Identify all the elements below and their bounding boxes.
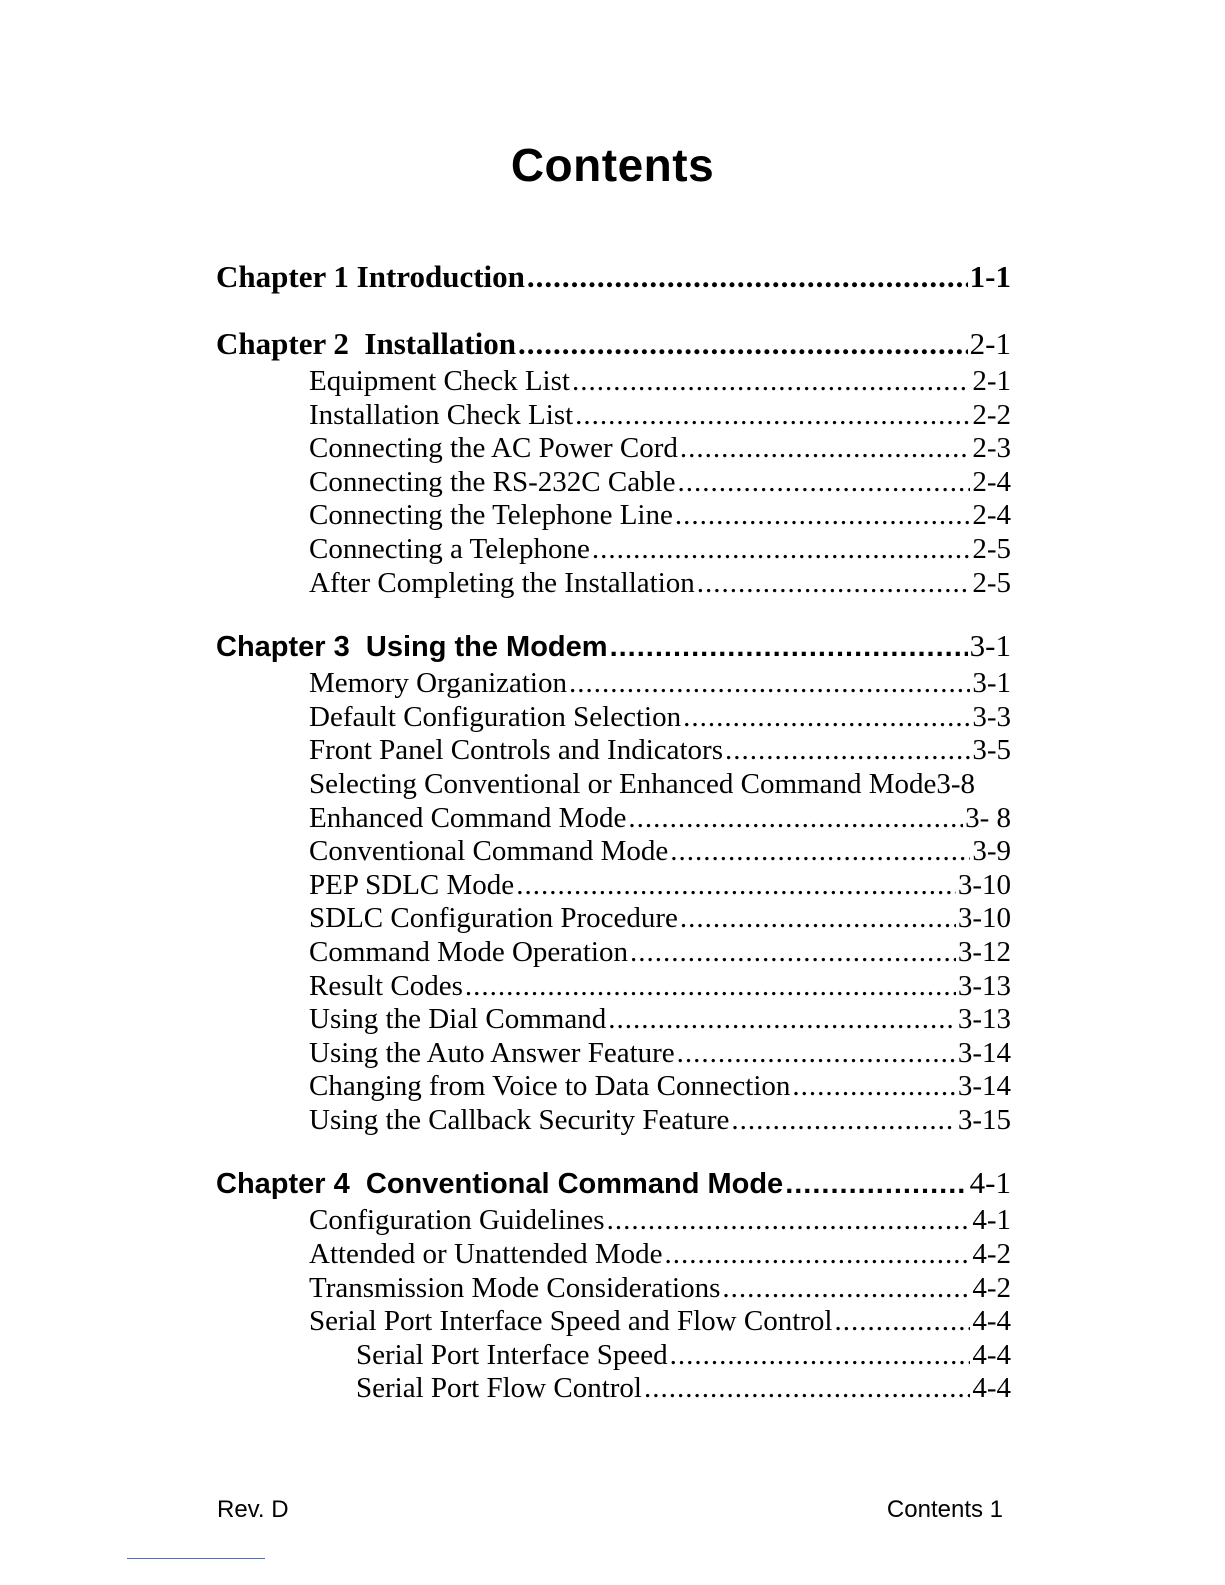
chapter-heading[interactable] [216,256,1011,298]
chapter-number: Chapter 4 [216,1168,350,1201]
entry-page: 3-13 [957,969,1011,1002]
chapter-3-section [216,625,1011,1137]
chapter-page: 4-1 [969,1165,1011,1201]
toc-entry[interactable] [216,533,1011,567]
entry-title: Configuration Guidelines [309,1204,605,1237]
dot-leader [725,734,970,768]
entry-title: Connecting the AC Power Cord [309,432,678,465]
page-title: Contents [510,139,715,191]
dot-leader [630,936,956,970]
toc-entry[interactable] [216,734,1011,768]
toc-subentry[interactable] [216,1339,1011,1373]
bottom-rule [127,1558,265,1559]
entry-page: 3-14 [957,1070,1011,1103]
chapter-page: 2-1 [969,326,1011,361]
entry-title: Result Codes [309,969,463,1002]
dot-leader [575,399,970,433]
entry-title: Serial Port Interface Speed and Flow Control [309,1305,833,1338]
footer-revision: Rev. D [217,1496,289,1523]
entry-title: Equipment Check List [309,365,570,397]
chapter-title: Using the Modem [365,631,608,664]
toc-entry[interactable] [216,1037,1011,1071]
dot-leader [785,1163,967,1205]
dot-leader [518,323,968,365]
dot-leader [683,701,970,735]
toc-entry[interactable] [216,902,1011,936]
dot-leader [835,1305,971,1339]
entry-page: 3-10 [957,902,1011,935]
dot-leader [572,365,970,399]
toc-subentry[interactable] [216,1372,1011,1406]
entry-title: Front Panel Controls and Indicators [309,734,724,767]
dot-leader [670,835,970,869]
entry-page: 3-10 [957,868,1011,901]
chapter-page: 1-1 [969,259,1011,294]
toc-entry[interactable] [216,869,1011,903]
entry-page: 3-1 [972,667,1011,700]
chapter-heading[interactable] [216,625,1011,667]
toc-entry[interactable] [216,1238,1011,1272]
toc-entry[interactable] [216,768,1011,802]
entry-title: Conventional Command Mode [309,835,669,868]
entry-page: 4-1 [972,1204,1011,1237]
toc-entry[interactable] [216,1305,1011,1339]
entry-page: 3-9 [972,835,1011,868]
toc-entry[interactable] [216,936,1011,970]
toc-entry[interactable] [216,667,1011,701]
entry-page: 2-3 [972,432,1011,465]
dot-leader [680,902,956,936]
dot-leader [527,256,968,298]
toc-entry[interactable] [216,1003,1011,1037]
toc-entry[interactable] [216,701,1011,735]
entry-title: Transmission Mode Considerations [309,1271,721,1304]
dot-leader [607,1204,971,1238]
dot-leader [697,567,971,601]
toc-entry[interactable] [216,1204,1011,1238]
toc-entry[interactable] [216,1104,1011,1138]
chapter-title: Installation [364,326,517,361]
chapter-heading[interactable] [216,323,1011,365]
chapter-2-section [216,323,1011,600]
entry-page: 3-12 [957,935,1011,968]
entry-title: Selecting Conventional or Enhanced Command Mode3-8 [309,767,976,800]
entry-title: SDLC Configuration Procedure [309,902,678,935]
toc-entry[interactable] [216,365,1011,399]
entry-page: 4-4 [972,1338,1011,1371]
entry-page: 3-14 [957,1036,1011,1069]
dot-leader [628,802,963,836]
entry-page: 3-5 [972,734,1011,767]
dot-leader [680,432,970,466]
dot-leader [675,499,970,533]
entry-title: After Completing the Installation [309,566,695,599]
dot-leader [670,1339,971,1373]
toc-entry[interactable] [216,399,1011,433]
dot-leader [665,1238,971,1272]
dot-leader [677,1037,956,1071]
entry-page: 4-4 [972,1305,1011,1338]
entry-title: Command Mode Operation [309,935,628,968]
chapter-1-section [216,256,1011,298]
dot-leader [678,466,971,500]
dot-leader [569,667,970,701]
entry-title: Enhanced Command Mode [309,801,627,834]
table-of-contents [216,256,1011,1431]
entry-page: 3-3 [972,700,1011,733]
dot-leader [792,1070,955,1104]
dot-leader [516,869,956,903]
entry-page: 2-1 [972,365,1011,397]
entry-title: Serial Port Interface Speed [356,1338,668,1371]
dot-leader [592,533,970,567]
toc-entry[interactable] [216,802,1011,836]
entry-title: Using the Auto Answer Feature [309,1036,675,1069]
chapter-4-section [216,1162,1011,1406]
entry-page: 3-13 [957,1003,1011,1036]
entry-title: Installation Check List [309,398,574,431]
entry-page: 3-15 [957,1103,1011,1136]
dot-leader [644,1372,970,1406]
dot-leader [465,970,956,1004]
chapter-number: Chapter 1 [216,259,349,294]
entry-title: Serial Port Flow Control [356,1372,642,1405]
chapter-title: Conventional Command Mode [365,1168,784,1201]
entry-page: 2-2 [972,398,1011,431]
toc-entry[interactable] [216,567,1011,601]
toc-entry[interactable] [216,499,1011,533]
chapter-page: 3-1 [969,628,1011,664]
entry-page: 2-4 [972,465,1011,498]
entry-page: 2-5 [972,532,1011,565]
entry-page: 4-2 [972,1271,1011,1304]
entry-page: 4-4 [972,1372,1011,1405]
chapter-heading[interactable] [216,1162,1011,1204]
toc-entry[interactable] [216,1070,1011,1104]
entry-page: 3- 8 [965,801,1011,834]
dot-leader [722,1272,970,1306]
entry-title: Attended or Unattended Mode [309,1238,663,1271]
footer-page-label: Contents 1 [886,1496,1003,1523]
toc-entry[interactable] [216,835,1011,869]
entry-page: 4-2 [972,1238,1011,1271]
toc-entry[interactable] [216,432,1011,466]
chapter-number: Chapter 2 [216,326,349,361]
entry-title: PEP SDLC Mode [309,868,515,901]
dot-leader [608,1003,956,1037]
entry-title: Connecting a Telephone [309,532,590,565]
entry-title: Using the Dial Command [309,1003,607,1036]
dot-leader [610,626,968,668]
entry-page: 2-4 [972,499,1011,532]
entry-page: 2-5 [972,566,1011,599]
chapter-title: Introduction [356,259,525,294]
toc-entry[interactable] [216,1272,1011,1306]
dot-leader [731,1104,955,1138]
toc-entry[interactable] [216,970,1011,1004]
entry-title: Connecting the Telephone Line [309,499,673,532]
entry-title: Changing from Voice to Data Connection [309,1070,791,1103]
entry-title: Connecting the RS-232C Cable [309,465,676,498]
entry-title: Memory Organization [309,667,567,700]
entry-title: Default Configuration Selection [309,700,682,733]
toc-entry[interactable] [216,466,1011,500]
chapter-number: Chapter 3 [216,631,350,664]
entry-title: Using the Callback Security Feature [309,1103,730,1136]
